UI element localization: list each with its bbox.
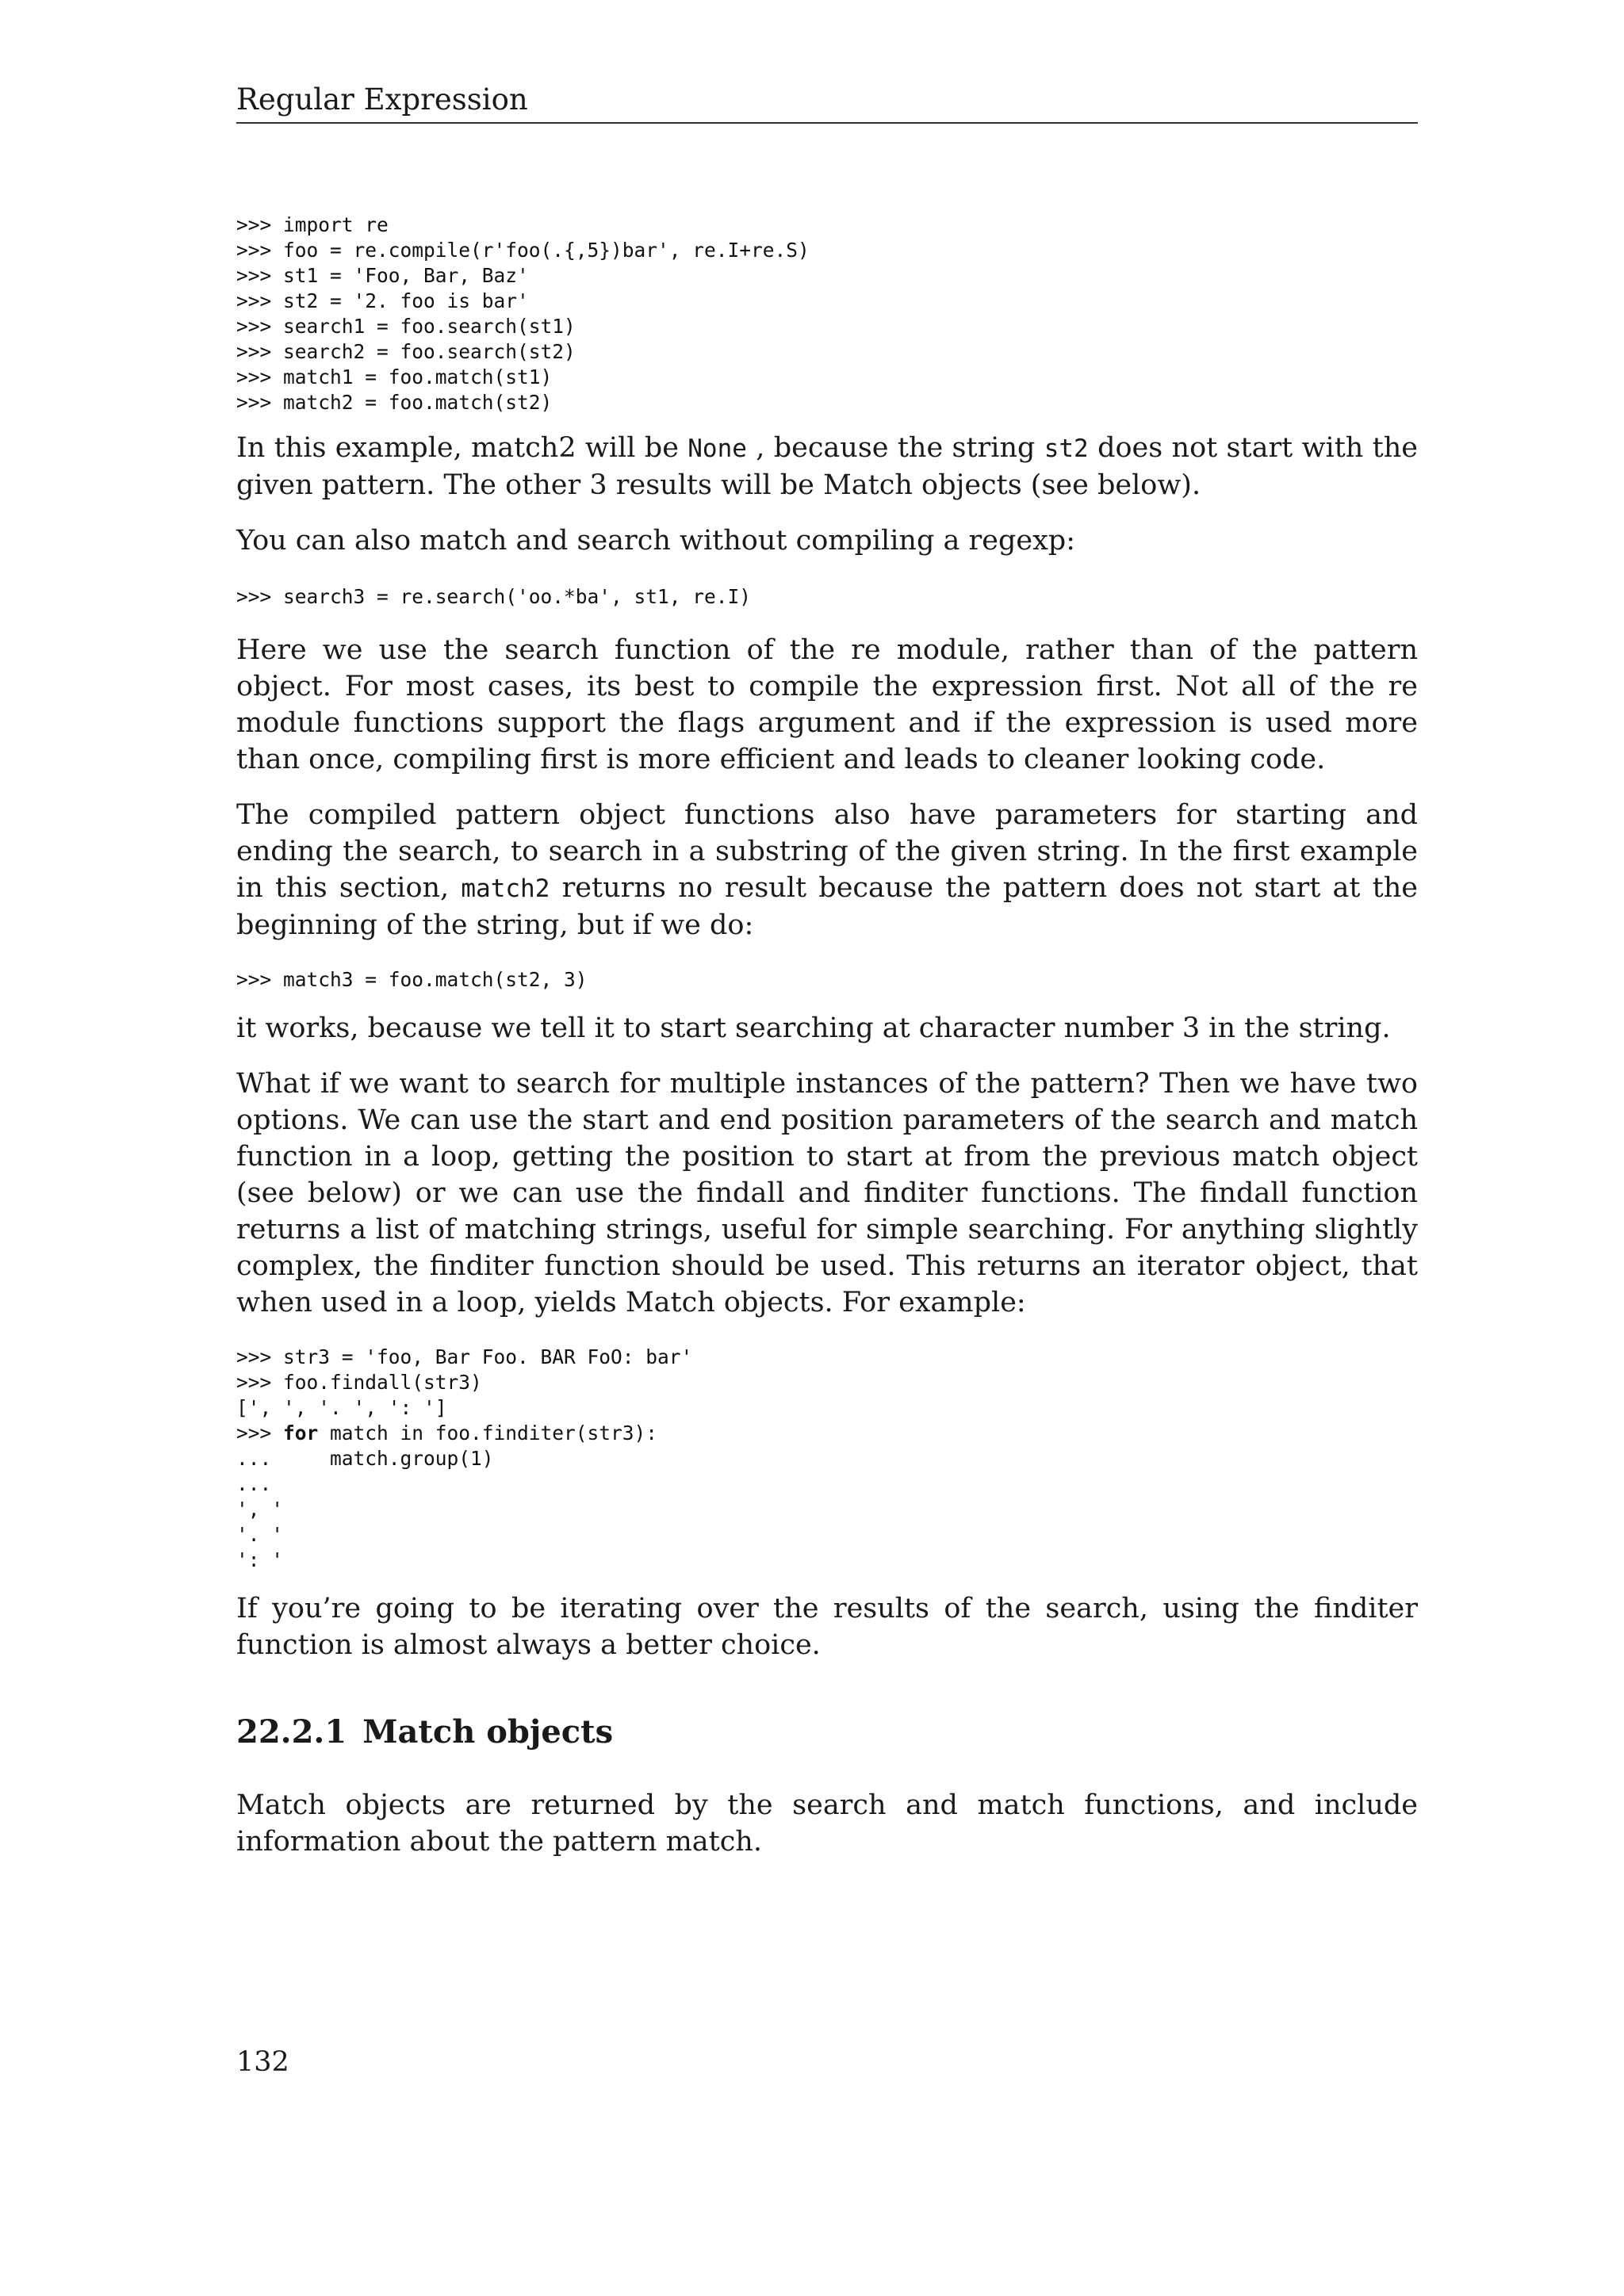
paragraph-it-works: it works, because we tell it to start searching at character number 3 in the string. <box>236 1012 1391 1044</box>
code-line: >>> st2 = '2. foo is bar' <box>236 289 529 312</box>
code-block-compile-example <box>236 212 1418 415</box>
running-title: Regular Expression <box>236 82 528 117</box>
code-line: >>> foo = re.compile(r'foo(.{,5})bar', re.I+re.S) <box>236 239 810 262</box>
code-line: >>> match3 = foo.match(st2, 3) <box>236 968 588 991</box>
inline-code: st2 <box>1044 434 1089 463</box>
code-text: match in foo.finditer(str3): <box>318 1422 658 1445</box>
code-line: >>> match1 = foo.match(st1) <box>236 365 553 388</box>
text-run: returns no result because the pattern does not start at the beginning of the string, but if we do: <box>236 872 1418 941</box>
text-run: does not start with the given pattern. The other 3 results will be Match objects (see below). <box>236 432 1418 501</box>
text-run: In this example, match2 will be <box>236 432 688 464</box>
paragraph-without-compiling: You can also match and search without compiling a regexp: <box>236 525 1075 557</box>
code-line: [', ', '. ', ': '] <box>236 1396 447 1419</box>
code-line: >>> search2 = foo.search(st2) <box>236 340 576 363</box>
code-keyword: for <box>283 1422 319 1445</box>
code-block-search3 <box>236 584 1418 610</box>
inline-code: match2 <box>461 874 550 903</box>
code-line: ': ' <box>236 1548 284 1571</box>
code-line: ... match.group(1) <box>236 1447 494 1470</box>
section-number: 22.2.1 <box>236 1713 347 1751</box>
code-block-match3 <box>236 967 1418 993</box>
code-line: ... <box>236 1472 272 1495</box>
code-line <box>236 1421 1418 1446</box>
paragraph-match2-none <box>236 430 1418 503</box>
inline-code: None <box>688 434 747 463</box>
paragraph-finditer-choice: If you’re going to be iterating over the results of the search, using the finditer function is almost always a better choice. <box>236 1593 1418 1661</box>
running-header <box>236 81 1418 124</box>
code-line: >>> search1 = foo.search(st1) <box>236 315 576 338</box>
paragraph-re-module: Here we use the search function of the re module, rather than of the pattern object. For most cases, its best to compile the expression first. Not all of the re module functions support the flags argument and if the expression is used more than once, compiling first is more efficient and leads to cleaner looking code. <box>236 634 1418 775</box>
paragraph-multiple-instances: What if we want to search for multiple instances of the pattern? Then we have two options. We can use the start and end position parameters of the search and match function in a loop, getting the position to start at from the previous match object (see below) or we can use the findall and finditer functions. The findall function returns a list of matching strings, useful for simple searching. For anything slightly complex, the finditer function should be used. This returns an iterator object, that when used in a loop, yields Match objects. For example: <box>236 1068 1418 1318</box>
code-prompt: >>> <box>236 1422 284 1445</box>
code-line: >>> match2 = foo.match(st2) <box>236 391 553 414</box>
page-footer <box>236 2044 289 2080</box>
section-heading <box>236 1712 1418 1752</box>
text-run: The compiled pattern object functions also have parameters for starting and ending the search, to search in a substring of the given string. In the first example in this section, <box>236 799 1418 904</box>
code-line: >>> import re <box>236 213 389 236</box>
paragraph-match-objects: Match objects are returned by the search and match functions, and include information about the pattern match. <box>236 1789 1418 1858</box>
code-line: >>> str3 = 'foo, Bar Foo. BAR FoO: bar' <box>236 1345 693 1368</box>
code-line: >>> foo.findall(str3) <box>236 1371 482 1394</box>
code-line: >>> st1 = 'Foo, Bar, Baz' <box>236 264 529 287</box>
text-run: , because the string <box>746 432 1044 464</box>
code-block-findall <box>236 1345 1418 1573</box>
page-content <box>236 212 1418 1860</box>
section-title: Match objects <box>362 1713 614 1751</box>
code-line: '. ' <box>236 1523 284 1546</box>
paragraph-compiled-pattern <box>236 797 1418 943</box>
code-line: >>> search3 = re.search('oo.*ba', st1, re.I) <box>236 585 752 608</box>
page-number: 132 <box>236 2046 289 2078</box>
code-line: ', ' <box>236 1498 284 1521</box>
